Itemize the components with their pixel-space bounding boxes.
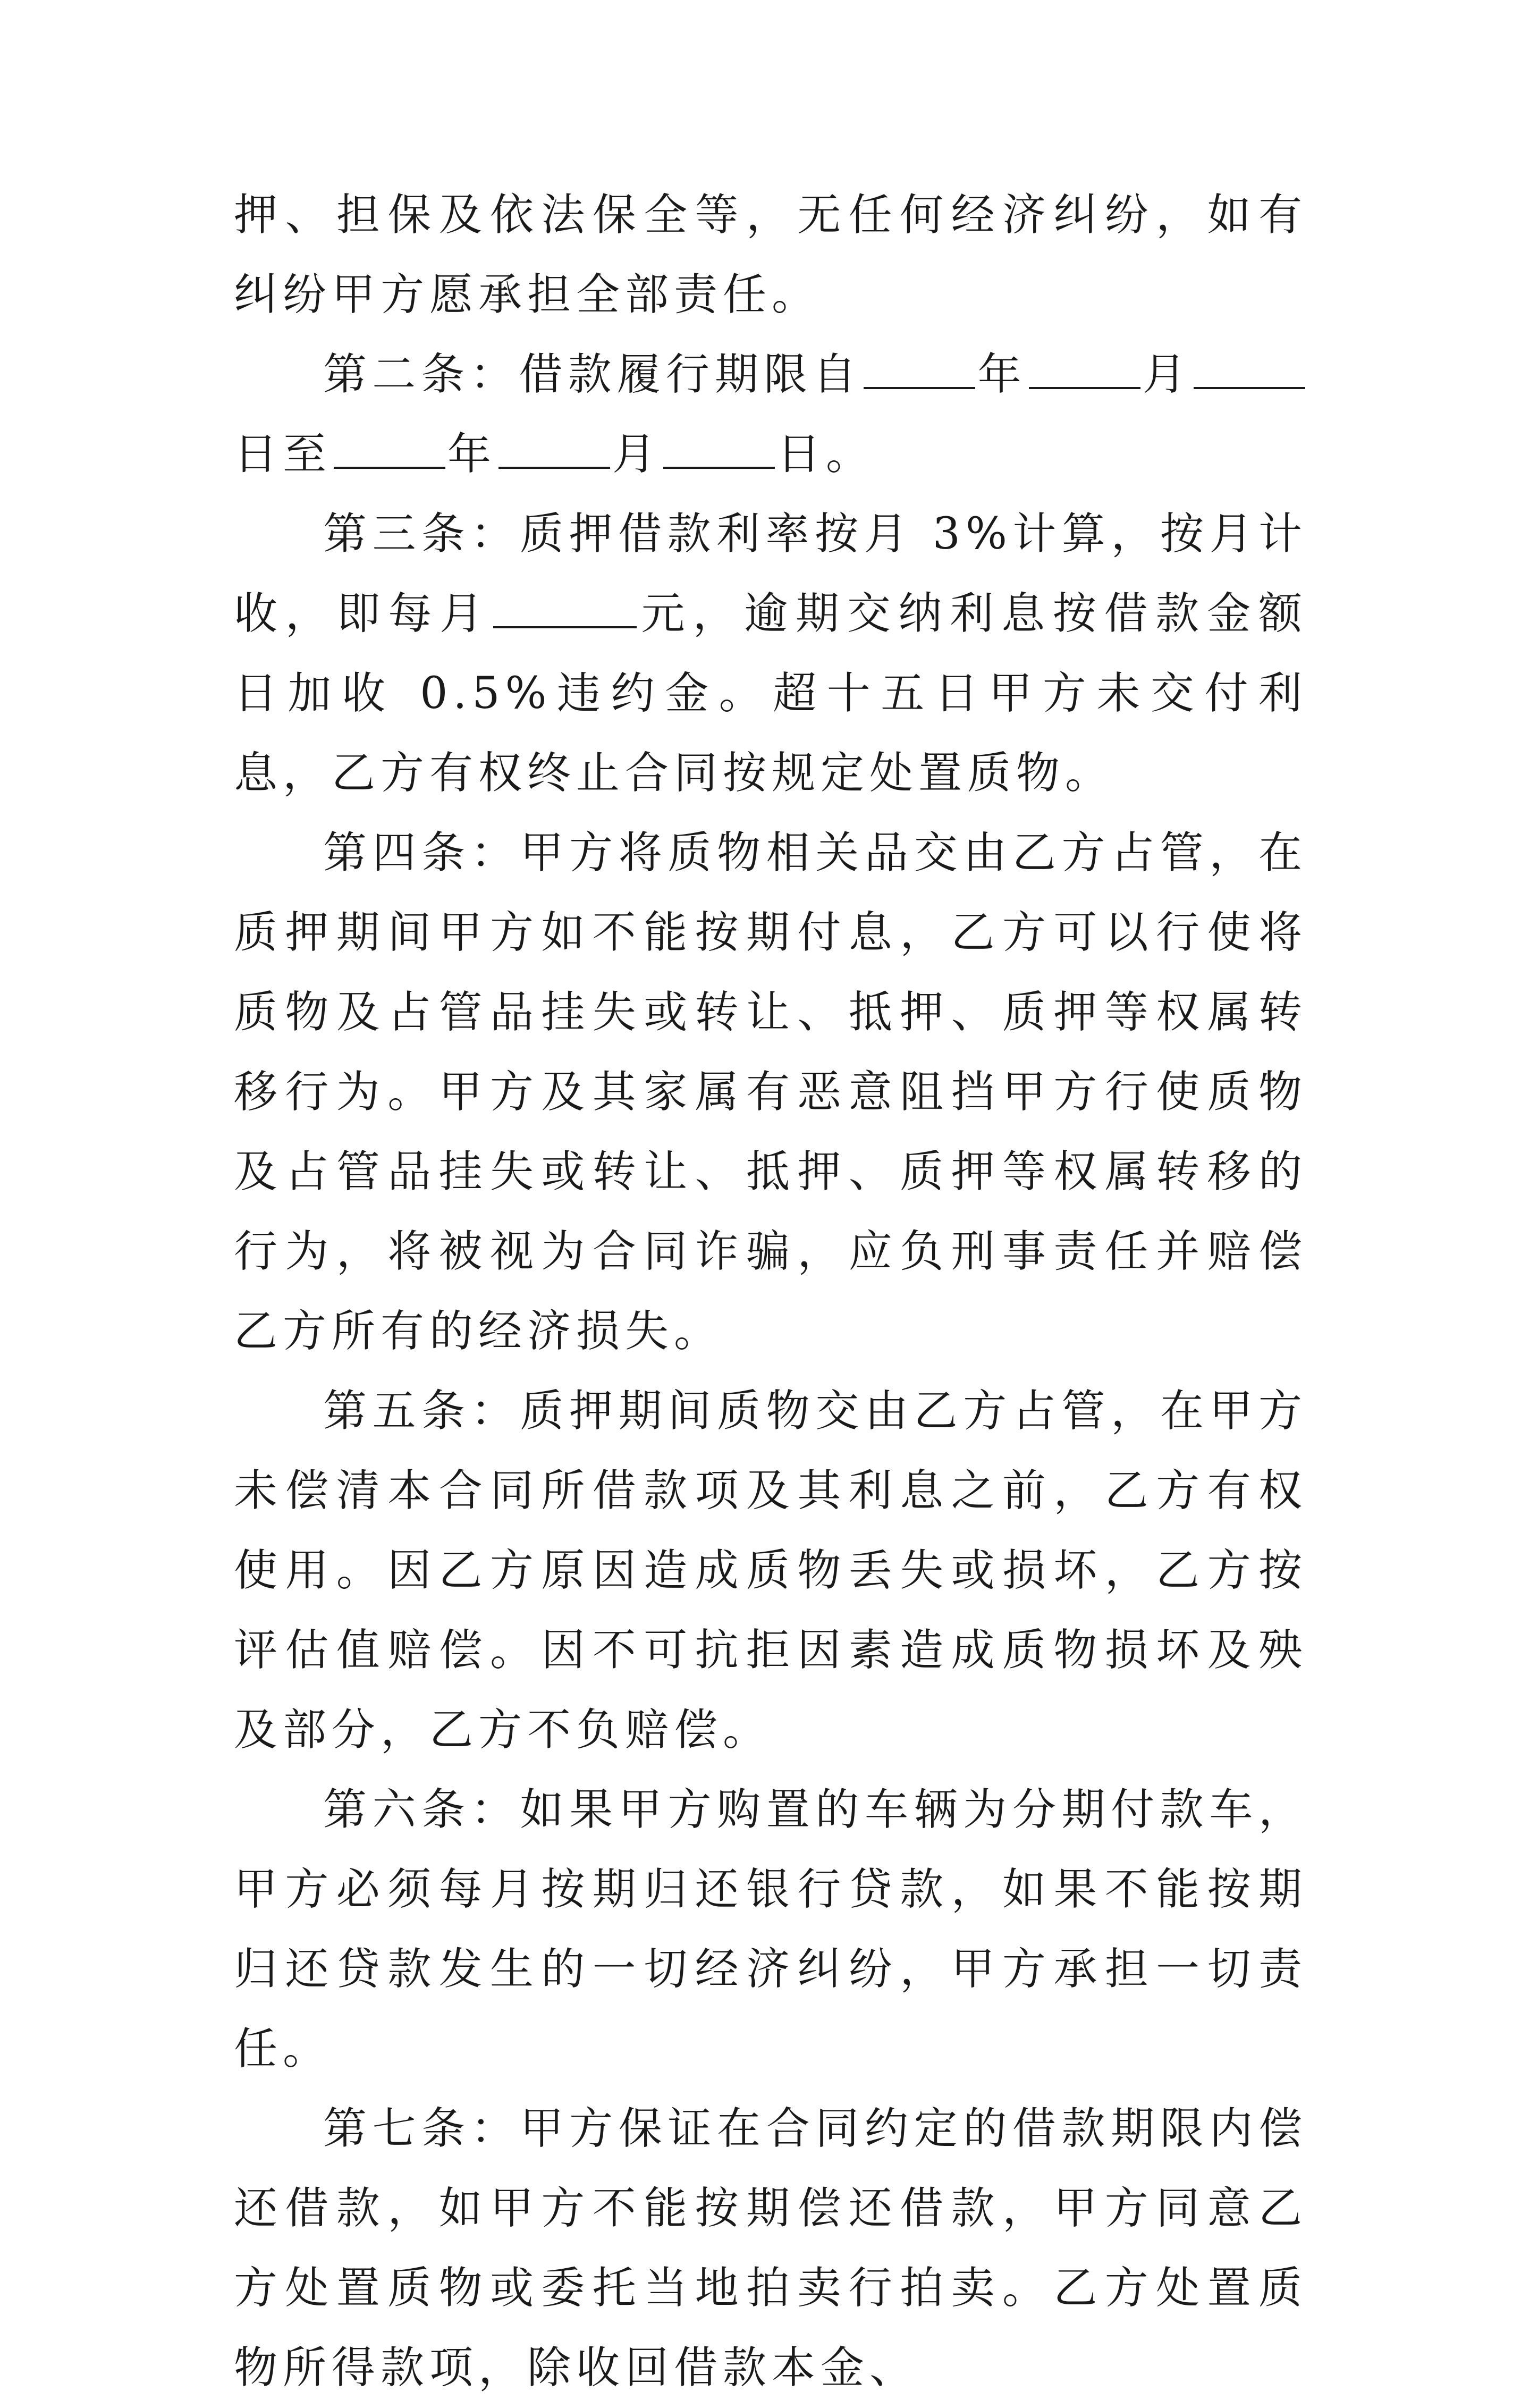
article-2-lead: 第二条：借款履行期限自: [323, 349, 862, 400]
paragraph-continuation: 押、担保及依法保全等，无任何经济纠纷，如有纠纷甲方愿承担全部责任。: [234, 190, 1307, 320]
article-7: 第七条：甲方保证在合同约定的借款期限内偿还借款，如甲方不能按期偿还借款，甲方同意乙方处置质物或委托当地拍卖行拍卖。乙方处置质物所得款项，除收回借款本金、: [234, 2103, 1307, 2393]
article-3-rest: 元，逾期交纳利息按借款金额日加收 0.5%违约金。超十五日甲方未交付利息，乙方有权终止合同按规定处置质物。: [234, 588, 1307, 798]
blank-end-month[interactable]: [498, 430, 610, 469]
blank-end-year[interactable]: [334, 430, 445, 469]
article-6: 第六条：如果甲方购置的车辆为分期付款车，甲方必须每月按期归还银行贷款，如果不能按期归还贷款发生的一切经济纠纷，甲方承担一切责任。: [234, 1784, 1307, 2074]
blank-start-year[interactable]: [864, 350, 975, 389]
label-year: 年: [977, 349, 1027, 400]
blank-monthly-amount[interactable]: [493, 589, 637, 628]
blank-start-month[interactable]: [1029, 350, 1140, 389]
blank-start-day[interactable]: [1194, 350, 1305, 389]
blank-end-day[interactable]: [663, 430, 775, 469]
document-page: [234, 175, 1307, 2408]
label-month: 月: [1142, 349, 1191, 400]
article-4: 第四条：甲方将质物相关品交由乙方占管，在质押期间甲方如不能按期付息，乙方可以行使将质物及占管品挂失或转让、抵押、质押等权属转移行为。甲方及其家属有恶意阻挡甲方行使质物及占管品挂失或转让、抵押、质押等权属转移的行为，将被视为合同诈骗，应负刑事责任并赔偿乙方所有的经济损失。: [234, 828, 1307, 1357]
label-day-to: 日至: [234, 429, 332, 479]
article-5: 第五条：质押期间质物交由乙方占管，在甲方未偿清本合同所借款项及其利息之前，乙方有权使用。因乙方原因造成质物丢失或损坏，乙方按评估值赔偿。因不可抗拒因素造成质物损坏及殃及部分，乙方不负赔偿。: [234, 1386, 1307, 1755]
label-end-day: 日。: [777, 429, 875, 479]
article-2: [234, 335, 1307, 494]
article-3-lead: 第三条：质押借款利率按月 3%计算，按月计收，即每月: [234, 509, 1307, 639]
article-3: [234, 494, 1307, 813]
label-end-year: 年: [447, 429, 497, 479]
label-end-month: 月: [612, 429, 662, 479]
